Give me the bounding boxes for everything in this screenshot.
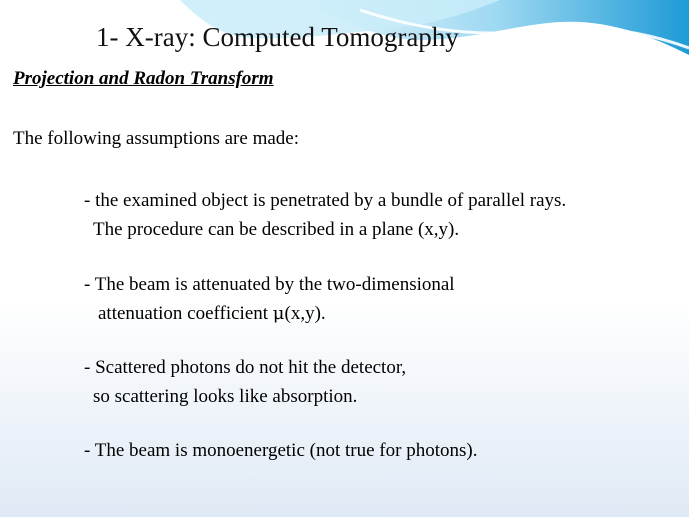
assumption-item [84,436,477,465]
assumption-item [84,186,566,244]
assumption-line: - the examined object is penetrated by a bundle of parallel rays. [84,190,567,211]
assumption-line: - The beam is attenuated by the two-dimensional [84,274,455,295]
assumption-item [84,353,406,411]
assumption-line: - The beam is monoenergetic (not true for photons). [84,440,478,461]
mu-symbol: μ [272,303,285,324]
assumption-item [84,270,455,328]
assumption-line [84,299,455,328]
slide-subtitle: Projection and Radon Transform [13,68,274,89]
assumption-line: - Scattered photons do not hit the detector, [84,357,407,378]
assumption-line: so scattering looks like absorption. [93,386,358,407]
line-text: (x,y). [284,303,326,324]
slide-title: 1- X-ray: Computed Tomography [96,22,459,52]
assumption-line: The procedure can be described in a plane (x,y). [93,219,460,240]
line-text: attenuation coefficient [98,303,273,324]
intro-text: The following assumptions are made: [13,128,299,149]
